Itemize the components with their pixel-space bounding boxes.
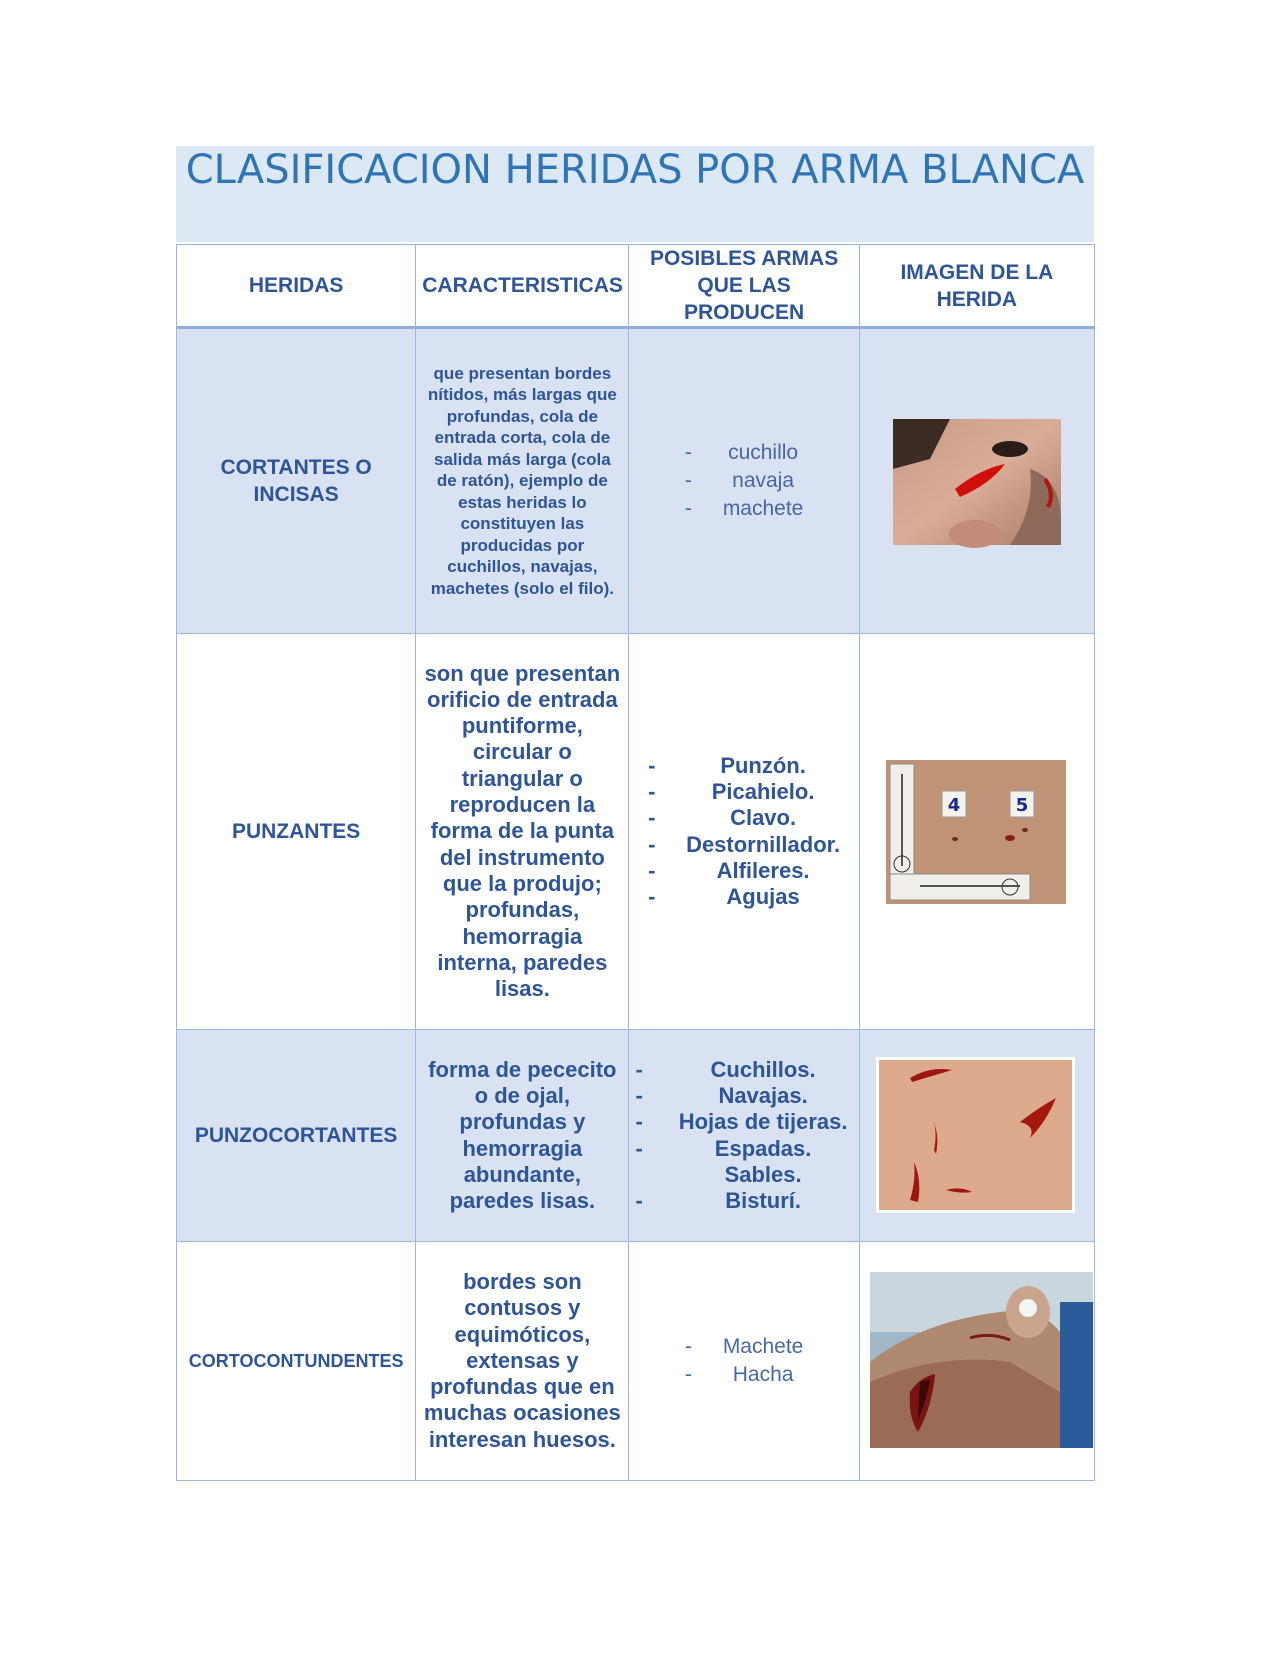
wound-description: son que presentan orificio de entrada puntiforme, circular o triangular o reproducen la forma de la punta del instrumento que la produjo; profundas, hemorragia interna, paredes lisas. <box>416 634 629 1030</box>
wound-classification-table <box>176 244 1095 1481</box>
weapons-list <box>648 753 840 911</box>
weapon-item: - Hojas de tijeras. <box>635 1109 848 1135</box>
weapon-item: - Navajas. <box>635 1082 808 1108</box>
wound-image-cell <box>859 634 1094 1030</box>
wound-description: bordes son contusos y equimóticos, extensas y profundas que en muchas ocasiones interesan huesos. <box>416 1242 629 1481</box>
weapon-item: - Picahielo. <box>648 778 815 804</box>
table-row <box>177 328 1095 634</box>
weapons-cell <box>629 1242 859 1481</box>
weapons-list <box>685 1333 804 1389</box>
weapons-list <box>685 439 804 523</box>
weapon-item: - Destornillador. <box>648 831 841 857</box>
header-characteristics: CARACTERISTICAS <box>416 245 629 328</box>
weapons-cell <box>629 634 859 1030</box>
wound-image-cell <box>859 1242 1094 1481</box>
weapon-item: - Punzón. <box>648 752 806 778</box>
stab-wound-photo <box>860 1030 1095 1241</box>
weapon-item: - cuchillo <box>684 441 799 464</box>
wound-image-cell <box>859 328 1094 634</box>
weapons-cell <box>629 1030 859 1242</box>
table-row <box>177 1242 1095 1481</box>
weapon-item: - Alfileres. <box>648 857 810 883</box>
table-header-row <box>177 245 1095 328</box>
weapon-item: - Clavo. <box>648 805 797 831</box>
evidence-marker-5: 5 <box>1015 795 1028 816</box>
header-wounds: HERIDAS <box>177 245 416 328</box>
header-weapons: POSIBLES ARMAS QUE LAS PRODUCEN <box>629 245 859 328</box>
weapon-item: - machete <box>684 497 804 520</box>
table-row <box>177 634 1095 1030</box>
header-image: IMAGEN DE LA HERIDA <box>859 245 1094 328</box>
weapon-item: - Agujas <box>648 884 800 910</box>
table-row <box>177 1030 1095 1242</box>
weapon-item: - Machete <box>684 1335 804 1358</box>
weapons-list <box>635 1057 852 1215</box>
wound-description: forma de pececito o de ojal, profundas y hemorragia abundante, paredes lisas. <box>416 1030 629 1242</box>
page-title: CLASIFICACION HERIDAS POR ARMA BLANCA <box>176 146 1094 242</box>
weapons-cell <box>629 328 859 634</box>
wound-type-name: PUNZOCORTANTES <box>177 1030 416 1242</box>
weapon-item: - Hacha <box>684 1363 794 1386</box>
wound-type-name: CORTANTES O INCISAS <box>177 328 416 634</box>
incised-wound-photo <box>860 329 1095 633</box>
weapon-item: - Bisturí. <box>635 1188 801 1214</box>
weapon-item: - Cuchillos. <box>635 1056 816 1082</box>
wound-type-name: CORTOCONTUNDENTES <box>177 1242 416 1481</box>
evidence-marker-4: 4 <box>947 795 960 816</box>
chop-wound-photo <box>860 1242 1095 1480</box>
weapon-item: - Espadas. Sables. <box>635 1135 812 1187</box>
wound-image-cell <box>859 1030 1094 1242</box>
weapon-item: - navaja <box>684 469 795 492</box>
puncture-wound-photo <box>860 634 1095 1029</box>
wound-type-name: PUNZANTES <box>177 634 416 1030</box>
wound-description: que presentan bordes nítidos, más largas que profundas, cola de entrada corta, cola de salida más larga (cola de ratón), ejemplo de estas heridas lo constituyen las producidas por cuchillos, navajas, machetes (solo el filo). <box>416 328 629 634</box>
